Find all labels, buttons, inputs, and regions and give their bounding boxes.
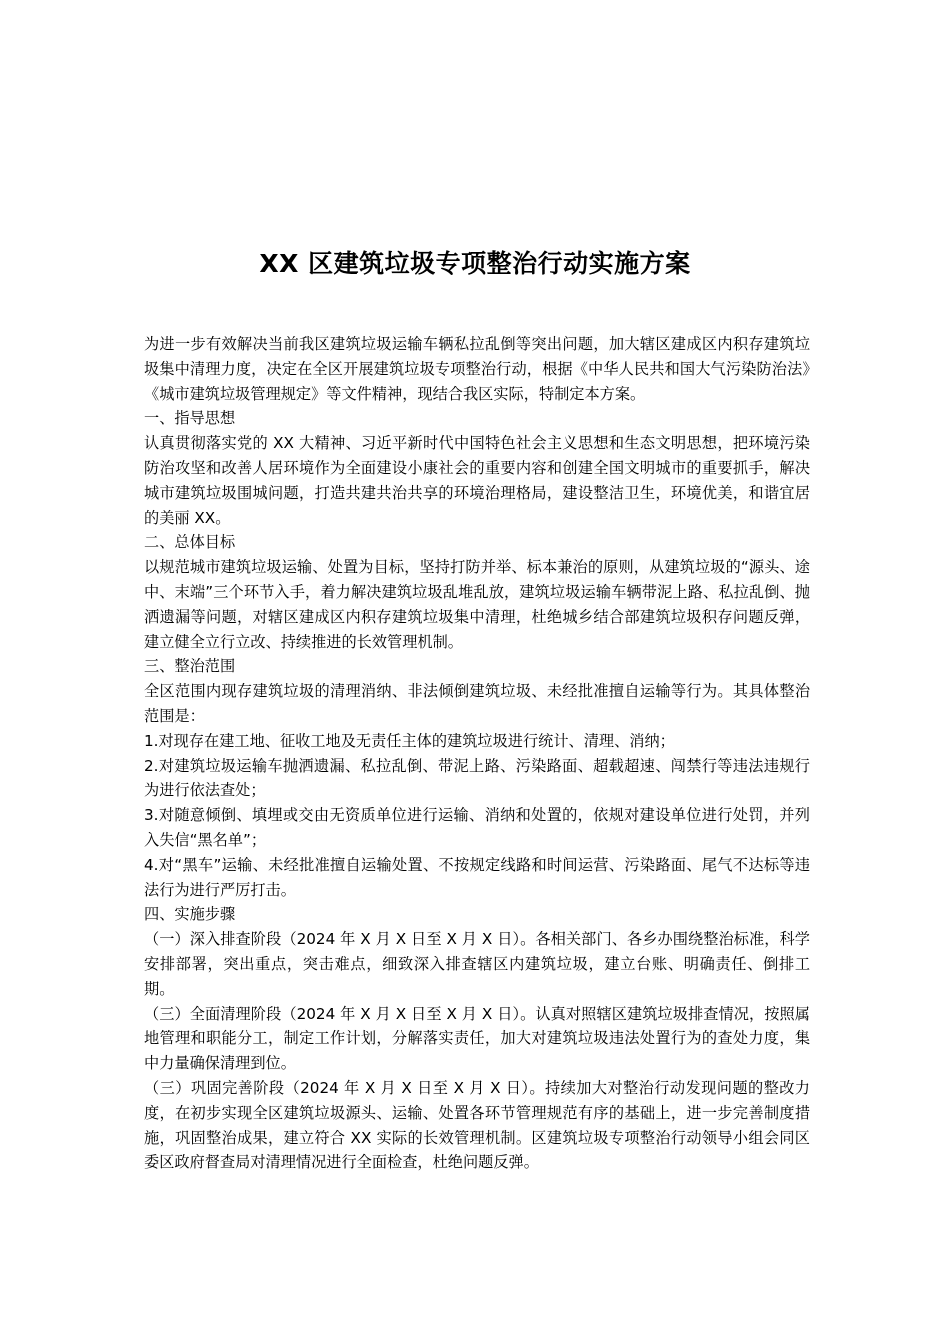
section-paragraph: 以规范城市建筑垃圾运输、处置为目标，坚持打防并举、标本兼治的原则，从建筑垃圾的“源头、途中、末端”三个环节入手，着力解决建筑垃圾乱堆乱放，建筑垃圾运输车辆带泥上路、私拉乱倒、抛洒遗漏等问题，对辖区建成区内积存建筑垃圾集中清理，杜绝城乡结合部建筑垃圾积存问题反弹，建立健全立行立改、持续推进的长效管理机制。	[144, 558, 810, 651]
scope-item: 2.对建筑垃圾运输车抛洒遗漏、私拉乱倒、带泥上路、污染路面、超载超速、闯禁行等违法违规行为进行依法查处；	[144, 756, 810, 800]
scope-item: 1.对现存在建工地、征收工地及无责任主体的建筑垃圾进行统计、清理、消纳；	[144, 731, 675, 750]
step-paragraph: （一）深入排查阶段（2024 年 X 月 X 日至 X 月 X 日）。各相关部门、各乡办围绕整治标准，科学安排部署，突出重点，突击难点，细致深入排查辖区内建筑垃圾，建立台账、明确责任、倒排工期。	[144, 930, 810, 998]
document-title: XX 区建筑垃圾专项整治行动实施方案	[259, 249, 691, 278]
scope-item: 4.对“黑车”运输、未经批准擅自运输处置、不按规定线路和时间运营、污染路面、尾气不达标等违法行为进行严厉打击。	[144, 855, 810, 899]
step-paragraph: （三）全面清理阶段（2024 年 X 月 X 日至 X 月 X 日）。认真对照辖区建筑垃圾排查情况，按照属地管理和职能分工，制定工作计划，分解落实责任，加大对建筑垃圾违法处置行为的查处力度，集中力量确保清理到位。	[144, 1004, 810, 1073]
section-paragraph: 全区范围内现存建筑垃圾的清理消纳、非法倾倒建筑垃圾、未经批准擅自运输等行为。其具体整治范围是：	[144, 682, 810, 725]
document-body	[144, 332, 810, 1175]
intro-paragraph: 为进一步有效解决当前我区建筑垃圾运输车辆私拉乱倒等突出问题，加大辖区建成区内积存建筑垃圾集中清理力度，决定在全区开展建筑垃圾专项整治行动，根据《中华人民共和国大气污染防治法》《城市建筑垃圾管理规定》等文件精神，现结合我区实际，特制定本方案。	[144, 335, 810, 403]
section-heading-implementation-steps: 四、实施步骤	[144, 905, 236, 924]
scope-item: 3.对随意倾倒、填埋或交由无资质单位进行运输、消纳和处置的，依规对建设单位进行处罚，并列入失信“黑名单”；	[144, 806, 810, 849]
section-paragraph: 认真贯彻落实党的 XX 大精神、习近平新时代中国特色社会主义思想和生态文明思想，把环境污染防治攻坚和改善人居环境作为全面建设小康社会的重要内容和创建全国文明城市的重要抓手，解决城市建筑垃圾围城问题，打造共建共治共享的环境治理格局，建设整洁卫生，环境优美，和谐宜居的美丽 XX。	[144, 434, 810, 527]
section-heading-guiding-ideology: 一、指导思想	[144, 409, 236, 428]
section-heading-scope: 三、整治范围	[144, 657, 236, 676]
step-paragraph: （三）巩固完善阶段（2024 年 X 月 X 日至 X 月 X 日）。持续加大对整治行动发现问题的整改力度，在初步实现全区建筑垃圾源头、运输、处置各环节管理规范有序的基础上，进一步完善制度措施，巩固整治成果，建立符合 XX 实际的长效管理机制。区建筑垃圾专项整治行动领导小组会同区委区政府督查局对清理情况进行全面检查，杜绝问题反弹。	[144, 1078, 810, 1172]
section-heading-overall-goal: 二、总体目标	[144, 533, 236, 552]
